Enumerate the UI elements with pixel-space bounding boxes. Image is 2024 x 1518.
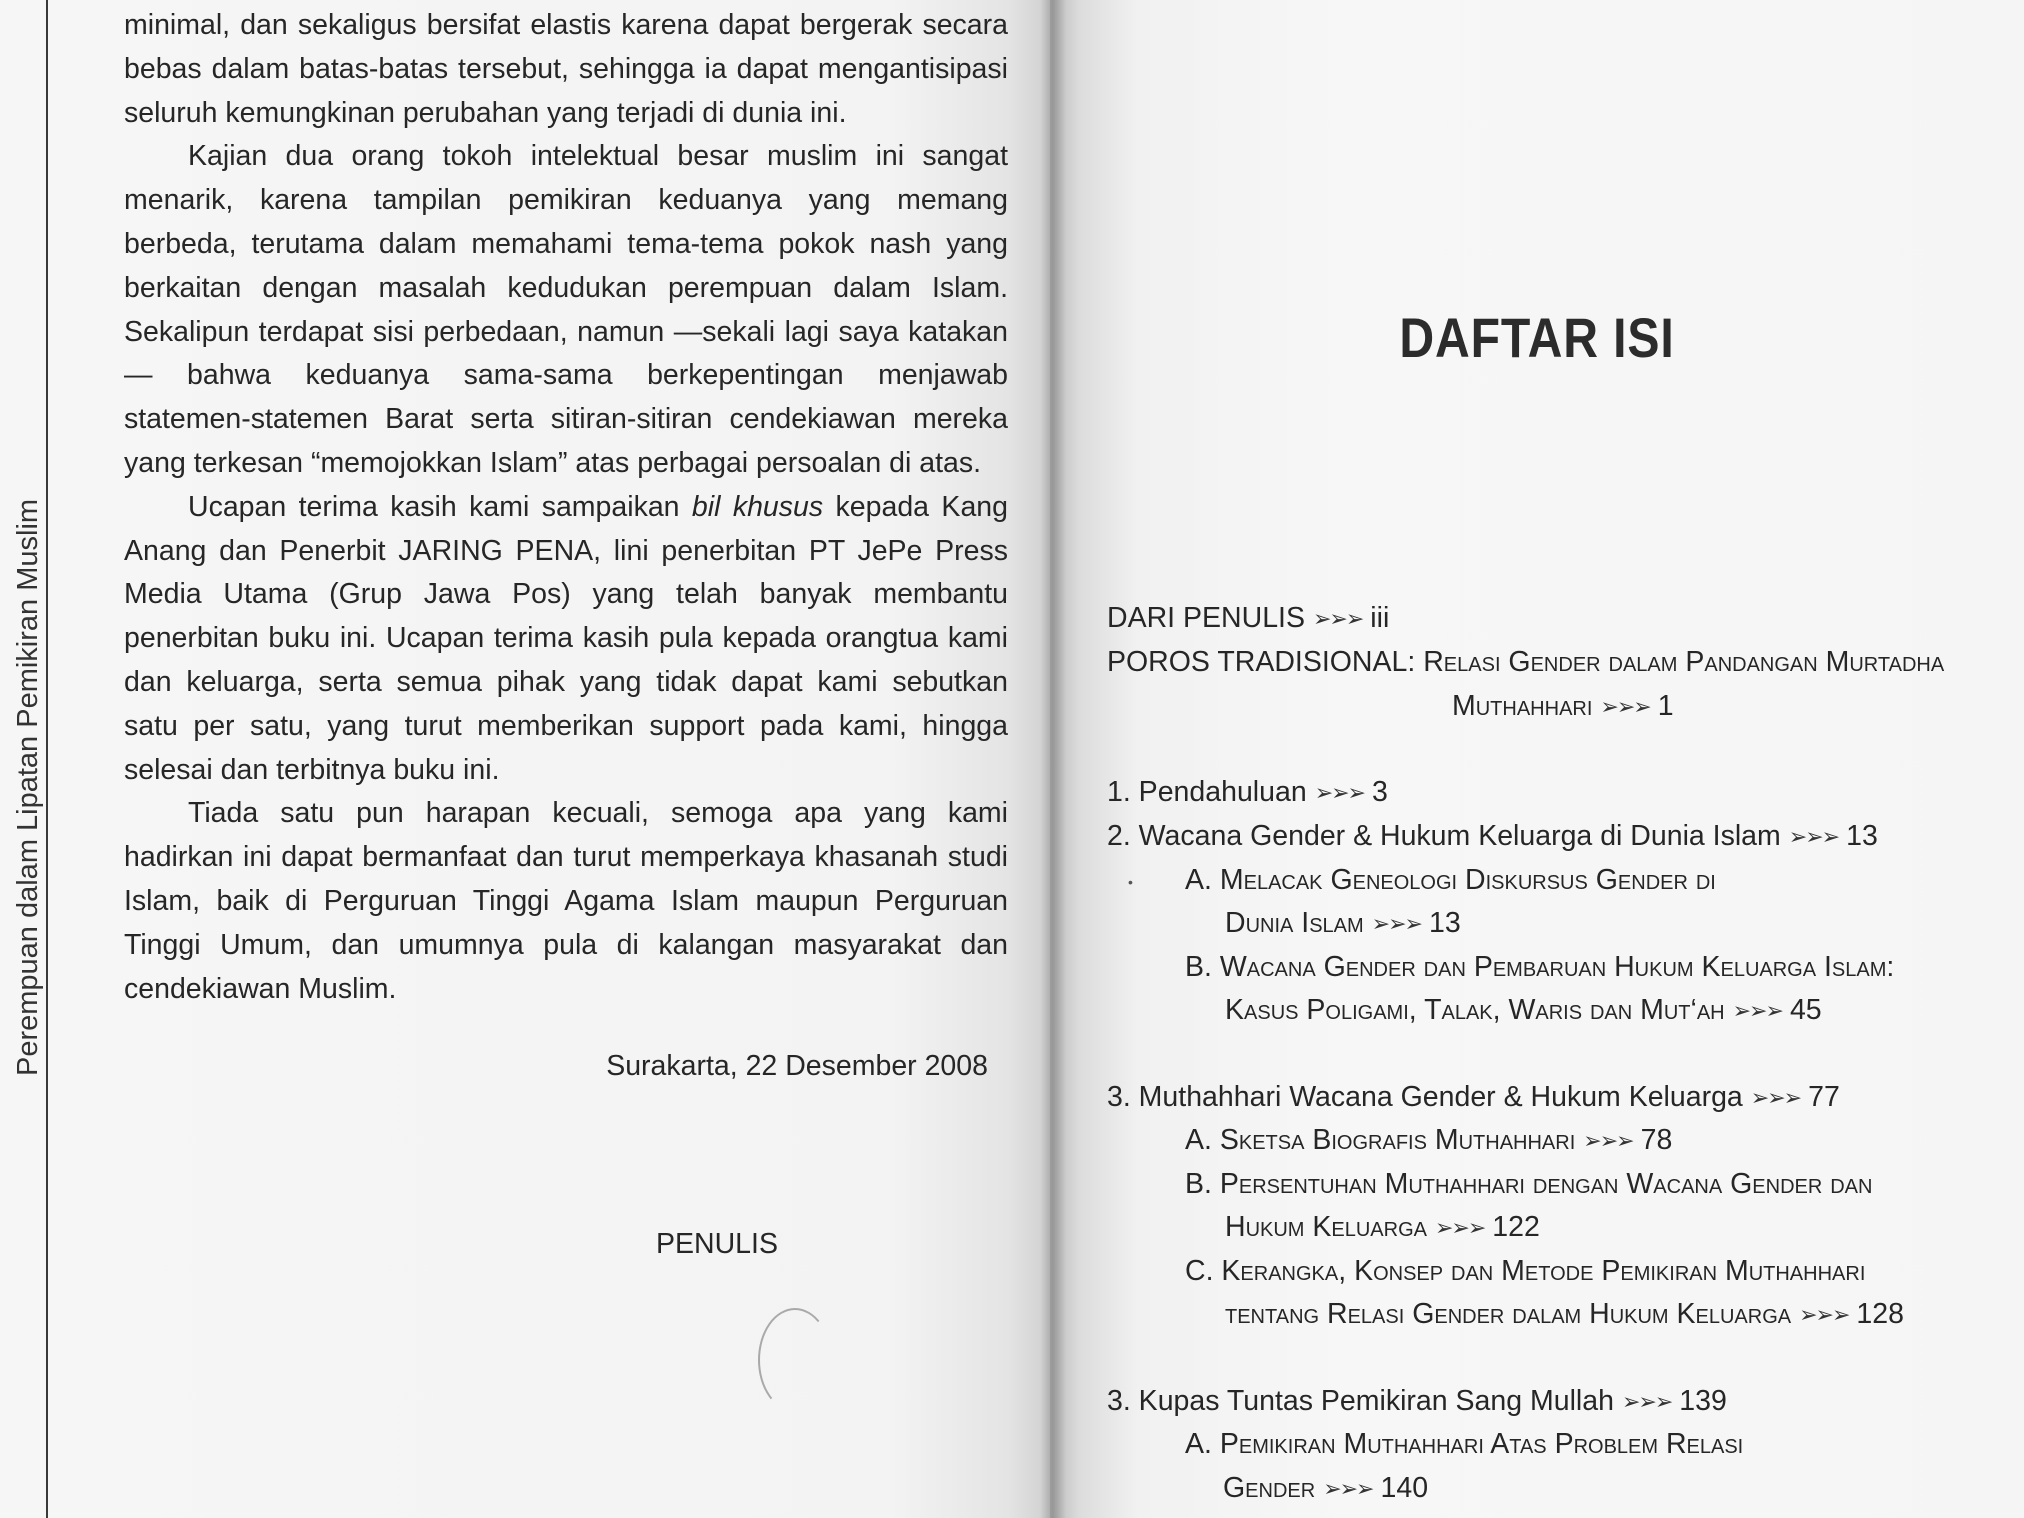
toc-entry bbox=[1452, 690, 1674, 723]
arrow-leader-icon: ➢➢➢ bbox=[1799, 1302, 1849, 1327]
toc-page-number: 77 bbox=[1808, 1081, 1840, 1113]
running-head-rule bbox=[46, 0, 48, 1518]
paragraph-1: minimal, dan sekaligus bersifat elastis karena dapat bergerak secara bebas dalam batas-batas tersebut, sehingga ia dapat mengantisipasi seluruh kemungkinan perubahan yang terjadi di dunia ini. bbox=[124, 9, 1008, 129]
preface-body bbox=[124, 4, 1008, 1011]
toc-page-number: 13 bbox=[1428, 907, 1461, 939]
toc-entry-text: 2. Wacana Gender & Hukum Keluarga di Dunia Islam bbox=[1107, 820, 1781, 852]
toc-entry-smallcaps: Sketsa Biografis Muthahhari bbox=[1219, 1124, 1576, 1156]
toc-entry-smallcaps: Kerangka, Konsep dan Metode Pemikiran Muthahhari bbox=[1221, 1255, 1866, 1287]
toc-entry-smallcaps: tentang Relasi Gender dalam Hukum Keluarga bbox=[1225, 1298, 1792, 1330]
toc-page-number: 122 bbox=[1492, 1211, 1540, 1243]
toc-page-number: 139 bbox=[1679, 1385, 1727, 1417]
toc-entry-text: POROS TRADISIONAL: bbox=[1107, 646, 1424, 678]
toc-entry-smallcaps: Melacak Geneologi Diskursus Gender di bbox=[1219, 864, 1716, 896]
toc-page-number: 13 bbox=[1846, 820, 1878, 852]
arrow-leader-icon: ➢➢➢ bbox=[1323, 1476, 1373, 1501]
toc-page-number: 78 bbox=[1640, 1124, 1673, 1156]
toc-entry-smallcaps: Hukum Keluarga bbox=[1225, 1211, 1427, 1243]
arrow-leader-icon: ➢➢➢ bbox=[1732, 998, 1782, 1023]
book-gutter bbox=[1040, 0, 1066, 1518]
toc-page-number: 128 bbox=[1856, 1298, 1904, 1330]
toc-entry bbox=[1107, 646, 1944, 679]
arrow-leader-icon: ➢➢➢ bbox=[1371, 911, 1421, 936]
toc-entry-text: 3. Muthahhari Wacana Gender & Hukum Keluarga bbox=[1107, 1081, 1743, 1113]
toc-entry bbox=[1107, 1081, 1840, 1114]
paragraph-2: Kajian dua orang tokoh intelektual besar muslim ini sangat menarik, karena tampilan pemikiran keduanya yang memang berbeda, terutama dalam memahami tema-tema pokok nash yang berkaitan dengan masalah kedudukan perempuan dalam Islam. Sekalipun terdapat sisi perbedaan, namun —sekali lagi saya katakan— bahwa keduanya sama-sama berkepentingan menjawab statemen-statemen Barat serta sitiran-sitiran cendekiawan mereka yang terkesan “memojokkan Islam” atas perbagai persoalan di atas. bbox=[124, 140, 1008, 479]
toc-entry bbox=[1185, 1428, 1743, 1461]
toc-entry-smallcaps: Gender bbox=[1223, 1472, 1316, 1504]
running-head: Perempuan dalam Lipatan Pemikiran Muslim bbox=[12, 485, 45, 1090]
toc-entry-smallcaps: Kasus Poligami, Talak, Waris dan Mut‘ah bbox=[1225, 994, 1725, 1026]
toc-page-number: 3 bbox=[1372, 776, 1388, 808]
toc-entry bbox=[1225, 1211, 1540, 1244]
paragraph-3-italic: bil khusus bbox=[691, 490, 824, 523]
toc-entry-text: A. bbox=[1185, 864, 1220, 896]
stamp-mark bbox=[758, 1308, 832, 1412]
arrow-leader-icon: ➢➢➢ bbox=[1788, 824, 1839, 849]
toc-entry-text: A. bbox=[1185, 1124, 1220, 1156]
toc-entry-text: 1. Pendahuluan bbox=[1107, 776, 1307, 808]
arrow-leader-icon: ➢➢➢ bbox=[1314, 780, 1364, 805]
toc-entry bbox=[1185, 1255, 1865, 1288]
place-date: Surakarta, 22 Desember 2008 bbox=[606, 1050, 988, 1082]
toc-page-number: 1 bbox=[1657, 690, 1674, 722]
arrow-leader-icon: ➢➢➢ bbox=[1621, 1389, 1672, 1414]
paragraph-4: Tiada satu pun harapan kecuali, semoga apa yang kami hadirkan ini dapat bermanfaat dan turut memperkaya khasanah studi Islam, baik di Perguruan Tinggi Agama Islam maupun Perguruan Tinggi Umum, dan umumnya pula di kalangan masyarakat dan cendekiawan Muslim. bbox=[124, 797, 1008, 1005]
toc-entry-smallcaps: Wacana Gender dan Pembaruan Hukum Keluarga Islam: bbox=[1219, 951, 1895, 983]
toc-page-number: 140 bbox=[1380, 1472, 1429, 1504]
toc-page-number: iii bbox=[1370, 602, 1390, 634]
paragraph-3-end: kepada Kang Anang dan Penerbit JARING PENA, lini penerbitan PT JePe Press Media Utama (Grup Jawa Pos) yang telah banyak membantu penerbitan buku ini. Ucapan terima kasih pula kepada orangtua kami dan keluarga, serta semua pihak yang tidak dapat kami sebutkan satu per satu, yang turut memberikan support pada kami, hingga selesai dan terbitnya buku ini. bbox=[124, 490, 1008, 786]
arrow-leader-icon: ➢➢➢ bbox=[1583, 1128, 1633, 1153]
toc-entry bbox=[1107, 820, 1878, 853]
toc-entry bbox=[1185, 864, 1716, 897]
stray-dot: • bbox=[1128, 874, 1133, 890]
toc-entry bbox=[1185, 1168, 1872, 1201]
toc-entry bbox=[1225, 1298, 1904, 1331]
toc-entry-text: A. bbox=[1185, 1428, 1220, 1460]
toc-entry-smallcaps: Relasi Gender dalam Pandangan Murtadha bbox=[1423, 646, 1945, 678]
toc-entry-text: B. bbox=[1185, 1168, 1220, 1200]
signature: PENULIS bbox=[656, 1228, 778, 1260]
toc-entry-text: DARI PENULIS bbox=[1107, 602, 1305, 634]
toc-entry-smallcaps: Persentuhan Muthahhari dengan Wacana Gender dan bbox=[1219, 1168, 1873, 1200]
toc-entry bbox=[1223, 1472, 1428, 1505]
arrow-leader-icon: ➢➢➢ bbox=[1600, 694, 1650, 719]
toc-entry bbox=[1107, 776, 1388, 809]
arrow-leader-icon: ➢➢➢ bbox=[1750, 1085, 1801, 1110]
toc-entry bbox=[1107, 1385, 1727, 1418]
toc-entry-text: C. bbox=[1185, 1255, 1222, 1287]
paragraph-3-start: Ucapan terima kasih kami sampaikan bbox=[188, 490, 692, 523]
toc-entry-smallcaps: Dunia Islam bbox=[1225, 907, 1364, 939]
toc-entry bbox=[1225, 907, 1461, 940]
toc-entry-smallcaps: Pemikiran Muthahhari Atas Problem Relasi bbox=[1219, 1428, 1744, 1460]
paragraph-3 bbox=[124, 486, 1008, 793]
toc-entry-smallcaps: Muthahhari bbox=[1452, 690, 1593, 722]
arrow-leader-icon: ➢➢➢ bbox=[1434, 1215, 1485, 1240]
toc-entry bbox=[1107, 602, 1389, 635]
toc-title: DAFTAR ISI bbox=[1399, 306, 1675, 369]
toc-entry bbox=[1185, 951, 1894, 984]
arrow-leader-icon: ➢➢➢ bbox=[1312, 606, 1363, 631]
toc-entry-text: B. bbox=[1185, 951, 1220, 983]
toc-entry bbox=[1225, 994, 1822, 1027]
toc-entry bbox=[1185, 1124, 1672, 1157]
toc-entry-text: 3. Kupas Tuntas Pemikiran Sang Mullah bbox=[1107, 1385, 1614, 1417]
toc-page-number: 45 bbox=[1789, 994, 1822, 1026]
right-page bbox=[1050, 0, 2024, 1518]
